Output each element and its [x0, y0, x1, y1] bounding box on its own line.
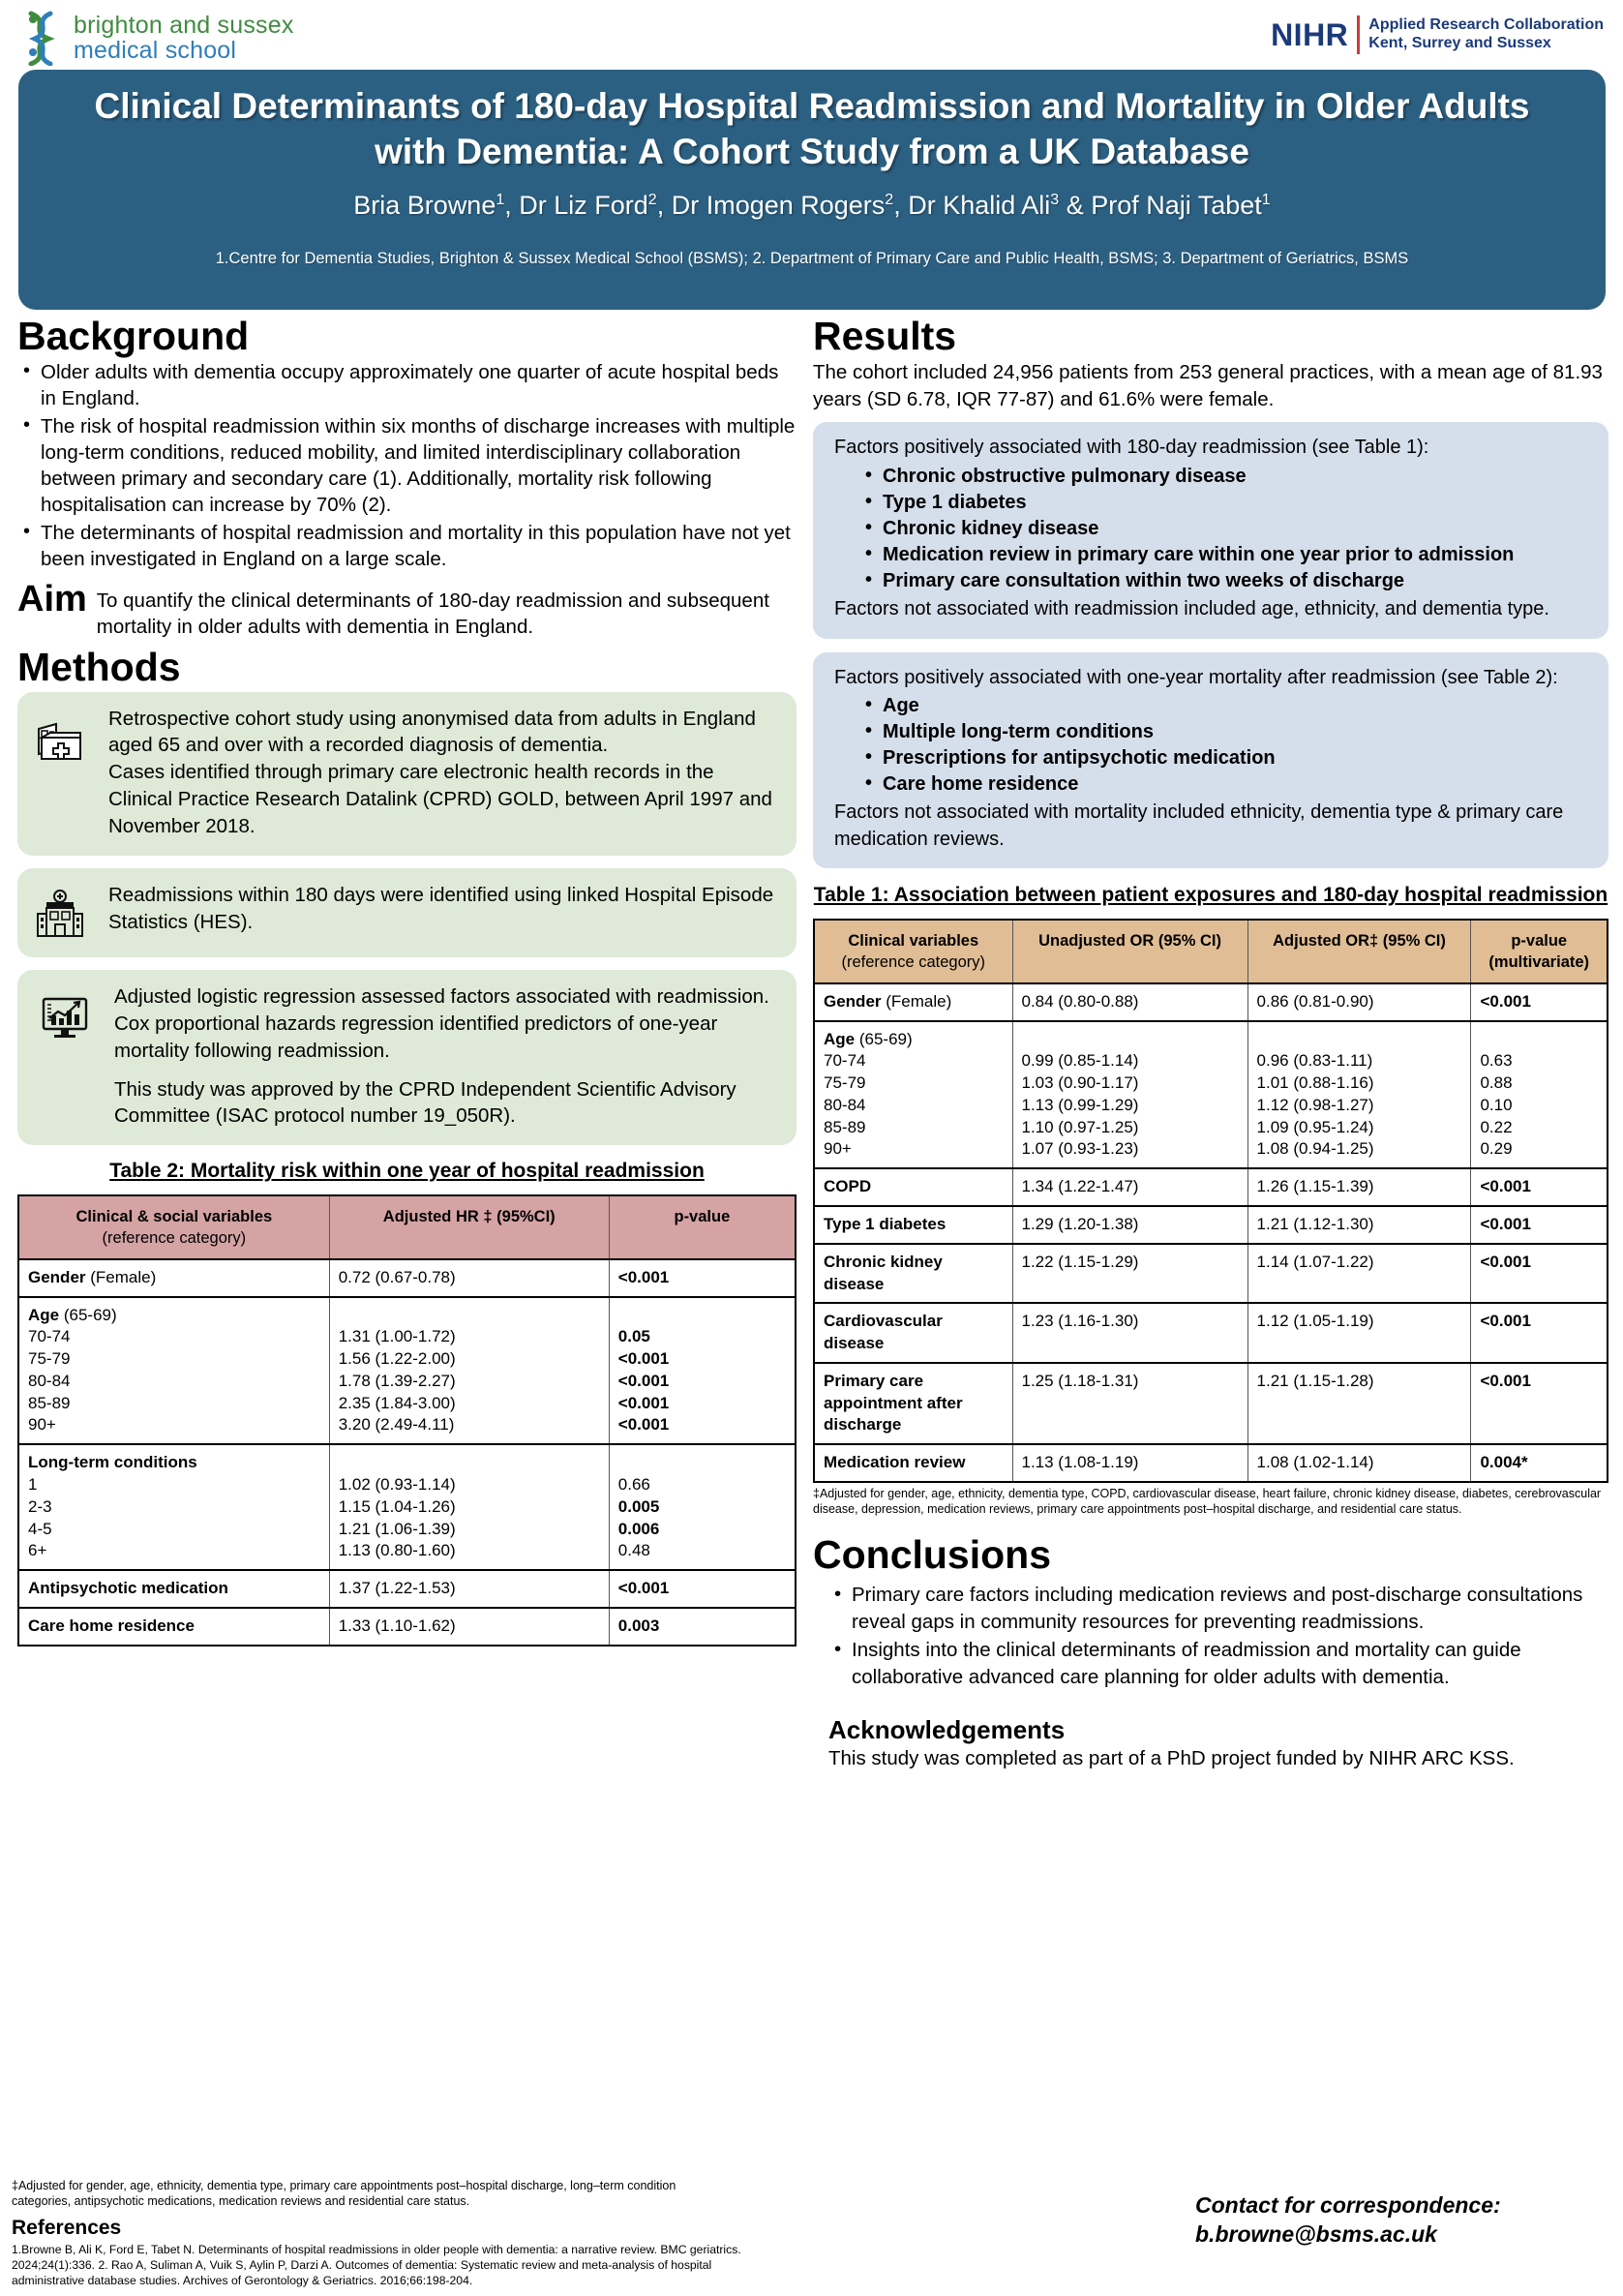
list-item: • The risk of hospital readmission within six months of discharge increases with multiple long-term conditions, reduced mobility, and limited interdisciplinary collaboration between primary and secondary care (1). Additionally, mortality risk following hospitalisation can increase by 70% (2). — [17, 413, 796, 519]
conclusions-list — [828, 1582, 1608, 1690]
conclusions-section — [813, 1532, 1608, 1690]
results-lead-text: The cohort included 24,956 patients from 253 general practices, with a mean age of 81.93 years (SD 6.78, IQR 77-87) and 61.6% were female. — [813, 361, 1603, 410]
cell-variable: Gender (Female) — [18, 1259, 329, 1297]
cell-p-value: <0.001 — [1471, 1168, 1608, 1206]
cell-p-value: <0.001 — [1471, 1363, 1608, 1444]
cell-hazard-ratio: 1.31 (1.00-1.72) 1.56 (1.22-2.00) 1.78 (1.39-2.27) 2.35 (1.84-3.00) 3.20 (2.49-4.11) — [329, 1297, 609, 1445]
cell-variable: COPD — [814, 1168, 1012, 1206]
mortality-factors-card — [813, 652, 1608, 869]
cell-variable: Long-term conditions 1 2-3 4-5 6+ — [18, 1444, 329, 1570]
list-item: • Care home residence — [861, 771, 1587, 798]
list-item: • Chronic kidney disease — [861, 516, 1587, 542]
list-item: • Primary care factors including medication reviews and post-discharge consultations reveal gaps in community resources for preventing readmissions. — [828, 1582, 1608, 1635]
cell-p-value: <0.001 — [1471, 1303, 1608, 1363]
nihr-logo-line2: Kent, Surrey and Sussex — [1368, 35, 1551, 51]
table1-caption: Table 1: Association between patient exposures and 180-day hospital readmission — [813, 884, 1608, 907]
cell-variable: Primary care appointment after discharge — [814, 1363, 1012, 1444]
bsms-logo-line2: medical school — [74, 37, 237, 64]
table-row — [814, 983, 1608, 1021]
nihr-logo-line1: Applied Research Collaboration — [1368, 16, 1604, 34]
references-section — [12, 2217, 776, 2288]
cell-variable: Gender (Female) — [814, 983, 1012, 1021]
table-row — [814, 1363, 1608, 1444]
title-banner — [18, 70, 1606, 310]
cell-variable: Cardiovascular disease — [814, 1303, 1012, 1363]
cell-p-value: 0.004* — [1471, 1444, 1608, 1482]
cell-variable: Medication review — [814, 1444, 1012, 1482]
method-card-analysis-text: Adjusted logistic regression assessed factors associated with readmission. Cox proportional hazards regression identified predictors of one-year mortality following readmission. — [114, 984, 769, 1062]
cell-unadjusted-or: 1.23 (1.16-1.30) — [1012, 1303, 1247, 1363]
right-column — [813, 316, 1608, 1772]
mortality-risk-table — [17, 1194, 796, 1646]
cell-unadjusted-or: 1.29 (1.20-1.38) — [1012, 1206, 1247, 1244]
cell-unadjusted-or: 1.13 (1.08-1.19) — [1012, 1444, 1247, 1482]
list-item: • The determinants of hospital readmission and mortality in this population have not yet been investigated in England on a large scale. — [17, 520, 796, 573]
cell-adjusted-or: 1.08 (1.02-1.14) — [1247, 1444, 1471, 1482]
table1-col-pvalue: p-value (multivariate) — [1471, 920, 1608, 983]
results-heading: Results — [813, 314, 957, 358]
list-item: • Age — [861, 693, 1587, 719]
nihr-divider — [1357, 15, 1360, 54]
hospital-icon — [33, 882, 93, 942]
table2-caption: Table 2: Mortality risk within one year of hospital readmission — [109, 1160, 705, 1183]
table-row — [18, 1608, 796, 1646]
bsms-logo-line1: brighton and sussex — [74, 11, 294, 39]
acknowledgements-text: This study was completed as part of a PhD project funded by NIHR ARC KSS. — [828, 1747, 1515, 1770]
method-card-analysis — [17, 970, 796, 1145]
mortality-factors-list — [861, 693, 1587, 798]
author-list: Bria Browne$^1$, Dr Liz Ford$^2$, Dr Imogen Rogers$^2$, Dr Khalid Ali$^3$ & Prof Naji Tabet$^1$ — [353, 190, 1271, 220]
nihr-wordmark: NIHR — [1271, 16, 1349, 52]
readmission-factors-intro: Factors positively associated with 180-day readmission (see Table 1): — [834, 437, 1429, 459]
table-row — [18, 1444, 796, 1570]
contact-email[interactable]: b.browne@bsms.ac.uk — [1195, 2221, 1437, 2248]
cell-unadjusted-or: 0.99 (0.85-1.14) 1.03 (0.90-1.17) 1.13 (0.99-1.29) 1.10 (0.97-1.25) 1.07 (0.93-1.23) — [1012, 1021, 1247, 1169]
table2-col-variable: Clinical & social variables (reference category) — [18, 1195, 329, 1259]
cell-p-value: <0.001 — [1471, 983, 1608, 1021]
references-heading: References — [12, 2216, 122, 2239]
table-row — [814, 1444, 1608, 1482]
cell-variable: Type 1 diabetes — [814, 1206, 1012, 1244]
list-item: • Multiple long-term conditions — [861, 719, 1587, 745]
readmission-factors-list — [861, 464, 1587, 594]
analytics-chart-icon — [39, 983, 99, 1043]
table-header-row — [18, 1195, 796, 1259]
table1-footnote: ‡Adjusted for gender, age, ethnicity, dementia type, COPD, cardiovascular disease, heart failure, chronic kidney disease, diabetes, cerebrovascular disease, depression, medication reviews, primary care appointments post–hospital discharge, and residential care status. — [813, 1486, 1602, 1517]
cell-unadjusted-or: 0.84 (0.80-0.88) — [1012, 983, 1247, 1021]
cell-variable: Chronic kidney disease — [814, 1244, 1012, 1304]
cell-unadjusted-or: 1.22 (1.15-1.29) — [1012, 1244, 1247, 1304]
table-header-row — [814, 920, 1608, 983]
cell-p-value: 0.003 — [609, 1608, 796, 1646]
cell-variable: Age (65-69) 70-74 75-79 80-84 85-89 90+ — [814, 1021, 1012, 1169]
table-row — [814, 1206, 1608, 1244]
contact-label: Contact for correspondence: — [1195, 2192, 1501, 2219]
cell-variable: Age (65-69) 70-74 75-79 80-84 85-89 90+ — [18, 1297, 329, 1445]
cell-p-value: 0.05 <0.001 <0.001 <0.001 <0.001 — [609, 1297, 796, 1445]
conclusions-heading: Conclusions — [813, 1532, 1052, 1578]
cell-hazard-ratio: 1.37 (1.22-1.53) — [329, 1570, 609, 1608]
logo-bar — [0, 0, 1623, 76]
table-row — [18, 1297, 796, 1445]
cell-p-value: <0.001 — [609, 1570, 796, 1608]
readmission-factors-outro: Factors not associated with readmission included age, ethnicity, and dementia type. — [834, 597, 1549, 619]
table1-col-adjusted: Adjusted OR‡ (95% CI) — [1247, 920, 1471, 983]
bsms-logo — [21, 10, 294, 66]
cell-p-value: <0.001 — [1471, 1206, 1608, 1244]
cell-p-value: 0.63 0.88 0.10 0.22 0.29 — [1471, 1021, 1608, 1169]
cell-hazard-ratio: 0.72 (0.67-0.78) — [329, 1259, 609, 1297]
cell-p-value: <0.001 — [1471, 1244, 1608, 1304]
mortality-factors-intro: Factors positively associated with one-year mortality after readmission (see Table 2): — [834, 666, 1558, 688]
patient-record-icon — [33, 706, 93, 766]
method-approval-text: This study was approved by the CPRD Independent Scientific Advisory Committee (ISAC protocol number 19_050R). — [114, 1077, 736, 1128]
table1-col-variable: Clinical variables (reference category) — [814, 920, 1012, 983]
readmission-association-table — [813, 919, 1608, 1483]
background-bullets — [17, 359, 796, 572]
cell-adjusted-or: 1.21 (1.15-1.28) — [1247, 1363, 1471, 1444]
affiliations: 1.Centre for Dementia Studies, Brighton & Sussex Medical School (BSMS); 2. Department of Primary Care and Public Health, BSMS; 3. Department of Geriatrics, BSMS — [215, 249, 1409, 267]
table-row — [814, 1303, 1608, 1363]
methods-heading: Methods — [17, 644, 181, 689]
method-card-design-text: Retrospective cohort study using anonymised data from adults in England aged 65 and over with a recorded diagnosis of dementia. Cases identified through primary care electronic health records in the Clinical Practice Research Datalink (CPRD) GOLD, between April 1997 and November 2018. — [108, 707, 772, 838]
table-row — [18, 1570, 796, 1608]
aim-block — [17, 579, 796, 641]
cell-p-value: 0.66 0.005 0.006 0.48 — [609, 1444, 796, 1570]
cell-unadjusted-or: 1.25 (1.18-1.31) — [1012, 1363, 1247, 1444]
cell-adjusted-or: 1.26 (1.15-1.39) — [1247, 1168, 1471, 1206]
table-row — [814, 1021, 1608, 1169]
table2-col-pvalue: p-value — [609, 1195, 796, 1259]
cell-adjusted-or: 1.21 (1.12-1.30) — [1247, 1206, 1471, 1244]
list-item: • Insights into the clinical determinants of readmission and mortality can guide collaborative advanced care planning for older adults with dementia. — [828, 1637, 1608, 1690]
references-text: 1.Browne B, Ali K, Ford E, Tabet N. Determinants of hospital readmissions in older people with dementia: a narrative review. BMC geriatrics. 2024;24(1):336. 2. Rao A, Suliman A, Vuik S, Aylin P, Darzi A. Outcomes of dementia: Systematic review and meta-analysis of hospital administrative database studies. Archives of Gerontology & Geriatrics. 2016;66:198-204. — [12, 2242, 741, 2287]
table2-body — [18, 1259, 796, 1646]
table1-body — [814, 983, 1608, 1482]
method-card-hes-text: Readmissions within 180 days were identified using linked Hospital Episode Statistics (HES). — [108, 883, 774, 933]
list-item: • Older adults with dementia occupy approximately one quarter of acute hospital beds in England. — [17, 359, 796, 412]
table1-col-unadjusted: Unadjusted OR (95% CI) — [1012, 920, 1247, 983]
table2-footnote: ‡Adjusted for gender, age, ethnicity, dementia type, primary care appointments post–hospital discharge, long–term condition categories, antipsychotic medications, medication reviews and residential care status. — [12, 2178, 676, 2208]
cell-adjusted-or: 1.12 (1.05-1.19) — [1247, 1303, 1471, 1363]
table-row — [814, 1244, 1608, 1304]
table-row — [18, 1259, 796, 1297]
cell-adjusted-or: 0.86 (0.81-0.90) — [1247, 983, 1471, 1021]
nihr-logo — [1271, 15, 1604, 54]
acknowledgements-heading: Acknowledgements — [828, 1715, 1066, 1745]
cell-adjusted-or: 0.96 (0.83-1.11) 1.01 (0.88-1.16) 1.12 (0.98-1.27) 1.09 (0.95-1.24) 1.08 (0.94-1.25) — [1247, 1021, 1471, 1169]
cell-unadjusted-or: 1.34 (1.22-1.47) — [1012, 1168, 1247, 1206]
cell-adjusted-or: 1.14 (1.07-1.22) — [1247, 1244, 1471, 1304]
method-card-design — [17, 692, 796, 856]
cell-variable: Antipsychotic medication — [18, 1570, 329, 1608]
list-item: • Primary care consultation within two weeks of discharge — [861, 568, 1587, 594]
aim-text: To quantify the clinical determinants of 180-day readmission and subsequent mortality in older adults with dementia in England. — [96, 589, 769, 639]
background-heading: Background — [17, 314, 250, 358]
poster-title: Clinical Determinants of 180-day Hospital Readmission and Mortality in Older Adults with Dementia: A Cohort Study from a UK Database — [94, 86, 1530, 172]
list-item: • Chronic obstructive pulmonary disease — [861, 464, 1587, 490]
contact-block — [1195, 2191, 1602, 2250]
table2-col-hr: Adjusted HR ‡ (95%CI) — [329, 1195, 609, 1259]
left-column — [17, 316, 796, 1646]
list-item: • Medication review in primary care within one year prior to admission — [861, 542, 1587, 568]
cell-hazard-ratio: 1.33 (1.10-1.62) — [329, 1608, 609, 1646]
cell-variable: Care home residence — [18, 1608, 329, 1646]
list-item: • Type 1 diabetes — [861, 490, 1587, 516]
acknowledgements-section — [828, 1715, 1608, 1772]
cell-hazard-ratio: 1.02 (0.93-1.14) 1.15 (1.04-1.26) 1.21 (1.06-1.39) 1.13 (0.80-1.60) — [329, 1444, 609, 1570]
list-item: • Prescriptions for antipsychotic medication — [861, 745, 1587, 771]
bsms-helix-icon — [21, 10, 66, 66]
table-row — [814, 1168, 1608, 1206]
mortality-factors-outro: Factors not associated with mortality included ethnicity, dementia type & primary care medication reviews. — [834, 801, 1564, 850]
cell-p-value: <0.001 — [609, 1259, 796, 1297]
aim-heading: Aim — [17, 579, 87, 620]
readmission-factors-card — [813, 422, 1608, 638]
method-card-hes — [17, 868, 796, 957]
